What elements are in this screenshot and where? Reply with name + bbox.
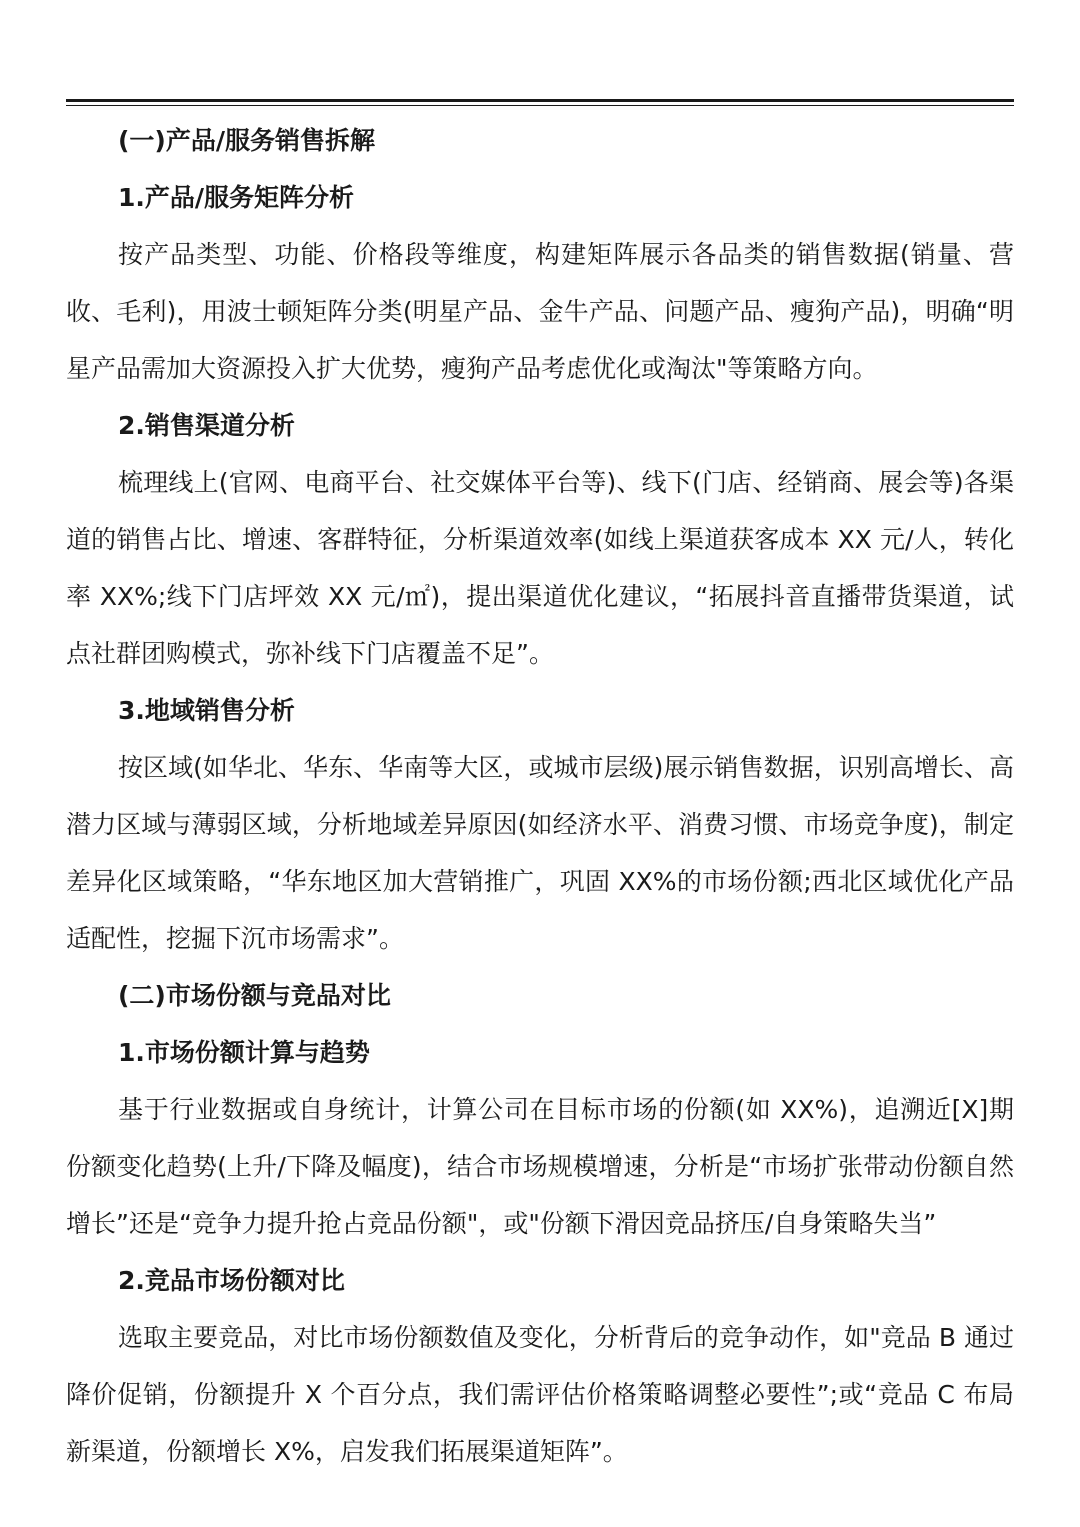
paragraph-1-1: 按产品类型、功能、价格段等维度，构建矩阵展示各品类的销售数据(销量、营收、毛利)，用波士顿矩阵分类(明星产品、金牛产品、问题产品、瘦狗产品)，明确“明星产品需加大资源投入扩大优势，瘦狗产品考虑优化或淘汰"等策略方向。: [66, 240, 1014, 383]
document-body: [66, 112, 1014, 1480]
section-heading-2: (二)市场份额与竞品对比: [118, 981, 391, 1010]
paragraph-2-1: 基于行业数据或自身统计，计算公司在目标市场的份额(如 XX%)，追溯近[X]期份额变化趋势(上升/下降及幅度)，结合市场规模增速，分析是“市场扩张带动份额自然增长”还是“竞争力提升抢占竞品份额"，或"份额下滑因竞品挤压/自身策略失当”: [66, 1095, 1014, 1238]
subsection-heading-2-2: 2.竞品市场份额对比: [118, 1266, 345, 1295]
subsection-heading-1-3: 3.地域销售分析: [118, 696, 295, 725]
paragraph-1-2: 梳理线上(官网、电商平台、社交媒体平台等)、线下(门店、经销商、展会等)各渠道的销售占比、增速、客群特征，分析渠道效率(如线上渠道获客成本 XX 元/人，转化率 XX%;线下门店坪效 XX 元/㎡)，提出渠道优化建议，“拓展抖音直播带货渠道，试点社群团购模式，弥补线下门店覆盖不足”。: [66, 468, 1014, 668]
subsection-heading-1-2: 2.销售渠道分析: [118, 411, 295, 440]
header-rule-thin: [66, 105, 1014, 106]
paragraph-2-2: 选取主要竞品，对比市场份额数值及变化，分析背后的竞争动作，如"竞品 B 通过降价促销，份额提升 X 个百分点，我们需评估价格策略调整必要性”;或“竞品 C 布局新渠道，份额增长 X%，启发我们拓展渠道矩阵”。: [66, 1323, 1014, 1466]
subsection-heading-2-1: 1.市场份额计算与趋势: [118, 1038, 370, 1067]
subsection-heading-1-1: 1.产品/服务矩阵分析: [118, 183, 355, 212]
header-rule-thick: [66, 99, 1014, 102]
paragraph-1-3: 按区域(如华北、华东、华南等大区，或城市层级)展示销售数据，识别高增长、高潜力区域与薄弱区域，分析地域差异原因(如经济水平、消费习惯、市场竞争度)，制定差异化区域策略，“华东地区加大营销推广，巩固 XX%的市场份额;西北区域优化产品适配性，挖掘下沉市场需求”。: [66, 753, 1014, 953]
section-heading-1: (一)产品/服务销售拆解: [118, 126, 375, 155]
